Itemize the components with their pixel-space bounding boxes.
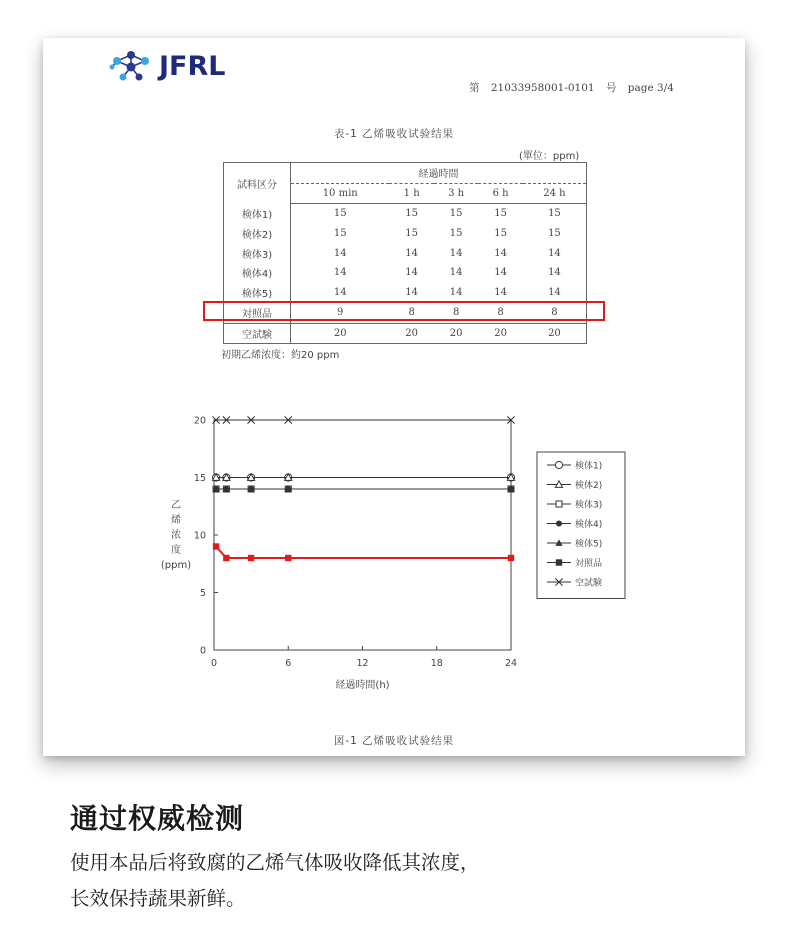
time-header-cell: 3 h	[434, 183, 478, 204]
report-number-suffix: 号	[605, 82, 617, 94]
legend-label: 検体1)	[575, 461, 603, 472]
data-point	[223, 555, 229, 561]
y-tick-label: 10	[193, 530, 206, 542]
legend-label: 対照品	[575, 559, 603, 569]
body-line: 长效保持蔬果新鲜。	[70, 887, 246, 910]
value-cell: 15	[405, 208, 419, 220]
time-header-cell: 6 h	[478, 183, 522, 204]
data-point	[508, 555, 514, 561]
x-tick-label: 18	[430, 658, 443, 669]
legend-marker	[556, 521, 562, 527]
value-cell: 14	[494, 286, 507, 298]
value-cell: 8	[523, 303, 587, 324]
plot-frame	[214, 420, 511, 650]
legend-label: 検体5)	[575, 539, 603, 550]
value-cell: 14	[494, 267, 507, 279]
legend-label: 空試験	[575, 578, 603, 589]
data-point	[248, 555, 254, 561]
y-tick-label: 20	[193, 415, 206, 427]
row-label-cell: 対照品	[224, 303, 291, 324]
legend-marker	[556, 501, 562, 507]
body-text	[70, 845, 690, 917]
x-tick-label: 12	[356, 658, 369, 669]
value-cell: 15	[449, 228, 463, 240]
legend-marker	[555, 461, 562, 468]
test-report-document	[43, 38, 745, 756]
row-label-cell: 検体5)	[224, 283, 291, 303]
time-header-cell: 10 min	[291, 183, 390, 204]
report-number-label: 第	[469, 82, 480, 94]
value-cell: 14	[405, 267, 419, 279]
value-cell: 14	[405, 286, 419, 298]
value-cell: 9	[291, 303, 390, 324]
y-axis-label: 乙烯浓度(ppm)	[160, 500, 192, 571]
value-cell: 14	[523, 283, 587, 303]
value-cell: 20	[523, 323, 587, 344]
x-tick-label: 6	[285, 658, 292, 669]
group-header-cell: 経過時間	[291, 163, 587, 184]
legend-label: 検体4)	[575, 520, 603, 530]
body-line: 使用本品后将致腐的乙烯气体吸收降低其浓度，	[70, 851, 480, 874]
value-cell: 14	[333, 286, 347, 298]
value-cell: 14	[523, 263, 587, 283]
value-cell: 8	[434, 303, 478, 324]
headline: 通过权威检测	[70, 802, 245, 835]
time-header-cell: 1 h	[389, 183, 433, 204]
value-cell: 15	[523, 224, 587, 244]
value-cell: 14	[449, 286, 463, 298]
figure-caption: 図-1 乙烯吸收试验结果	[333, 735, 455, 747]
ethylene-chart	[43, 38, 745, 756]
y-tick-label: 0	[199, 645, 206, 657]
table-title: 表-1 乙烯吸收试验结果	[333, 128, 455, 140]
x-tick-label: 0	[210, 658, 218, 669]
value-cell: 15	[405, 228, 419, 240]
data-point	[285, 555, 291, 561]
y-tick-label: 5	[199, 588, 206, 599]
series-line	[216, 547, 511, 559]
value-cell: 8	[389, 303, 433, 324]
time-header-cell: 24 h	[523, 183, 587, 204]
value-cell: 14	[449, 267, 463, 279]
value-cell: 14	[523, 243, 587, 263]
row-label-cell: 検体3)	[224, 243, 291, 263]
value-cell: 20	[434, 323, 478, 344]
page-number: page 3/4	[627, 82, 674, 94]
legend-label: 検体3)	[575, 500, 603, 511]
value-cell: 15	[523, 204, 587, 224]
x-axis-label: 経過時間(h)	[335, 680, 390, 691]
value-cell: 15	[494, 228, 507, 240]
value-cell: 20	[291, 323, 390, 344]
value-cell: 15	[333, 208, 347, 220]
value-cell: 8	[478, 303, 522, 324]
value-cell: 14	[494, 247, 507, 259]
row-label-cell: 検体2)	[224, 224, 291, 244]
value-cell: 14	[333, 267, 347, 279]
initial-concentration-note: 初期乙烯浓度：約20 ppm	[221, 350, 340, 361]
logo-wordmark: JFRL	[159, 50, 226, 82]
row-label-cell: 検体1)	[224, 204, 291, 224]
value-cell: 14	[449, 247, 463, 259]
table-unit: (單位：ppm)	[519, 151, 580, 162]
value-cell: 14	[333, 247, 347, 259]
value-cell: 14	[405, 247, 419, 259]
value-cell: 15	[494, 208, 507, 220]
value-cell: 15	[449, 208, 463, 220]
value-cell: 15	[333, 228, 347, 240]
y-tick-label: 15	[193, 473, 206, 484]
row-label-cell: 空試験	[224, 323, 291, 344]
row-label-cell: 検体4)	[224, 263, 291, 283]
legend-label: 検体2)	[575, 481, 603, 491]
value-cell: 20	[389, 323, 433, 344]
report-number-value: 21033958001-0101	[490, 82, 595, 94]
x-tick-label: 24	[504, 658, 518, 669]
value-cell: 20	[478, 323, 522, 344]
legend-marker	[556, 559, 562, 565]
row-header-cell: 試料区分	[224, 163, 291, 204]
data-point	[213, 543, 219, 549]
